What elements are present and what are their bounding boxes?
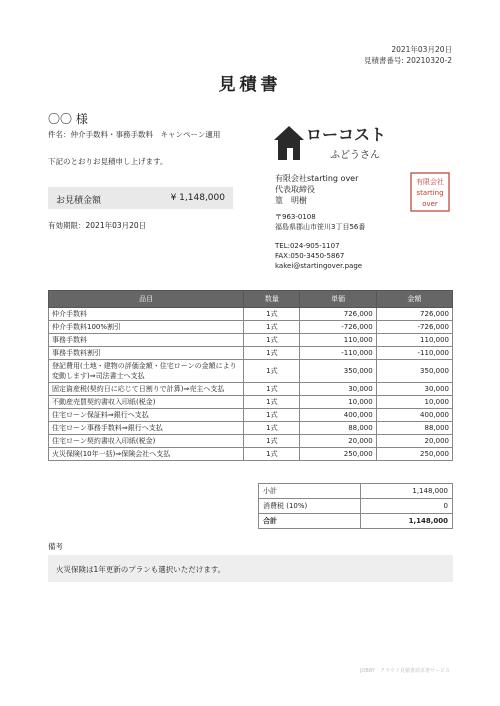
intro-text: 下記のとおりお見積申し上げます。 — [48, 157, 168, 166]
cell-qty: 1式 — [244, 334, 300, 347]
cell-unit: 10,000 — [300, 396, 376, 409]
cell-item: 固定資産税(契約日に応じて日割りで計算)⇒売主へ支払 — [49, 383, 244, 396]
tel: TEL:024-905-1107 — [275, 242, 340, 250]
estimate-amount-box — [48, 187, 233, 209]
table-row — [49, 409, 453, 422]
cell-qty: 1式 — [244, 435, 300, 448]
footer-brand: JOBBY クラウド見積書請求書サービス — [360, 668, 451, 674]
cell-item: 不動産売買契約書収入印紙(税金) — [49, 396, 244, 409]
cell-item: 火災保険(10年一括)⇒保険会社へ支払 — [49, 448, 244, 461]
total-label: 合計 — [259, 514, 361, 529]
cell-qty: 1式 — [244, 308, 300, 321]
address-line: 福島県郡山市笹川3丁目56番 — [275, 223, 366, 231]
cell-unit: 726,000 — [300, 308, 376, 321]
summary-table — [258, 483, 453, 529]
company-info — [275, 173, 358, 206]
table-row — [49, 334, 453, 347]
cell-item: 住宅ローン事務手数料⇒銀行へ支払 — [49, 422, 244, 435]
cell-qty: 1式 — [244, 321, 300, 334]
table-row — [49, 396, 453, 409]
page-title: 見積書 — [218, 75, 282, 95]
issue-date: 2021年03月20日 — [391, 45, 452, 54]
cell-amount: 726,000 — [376, 308, 452, 321]
cell-qty: 1式 — [244, 347, 300, 360]
tax-value: 0 — [360, 499, 452, 514]
col-qty: 数量 — [244, 291, 300, 308]
cell-amount: -726,000 — [376, 321, 452, 334]
table-row — [49, 308, 453, 321]
tax-label: 消費税 (10%) — [259, 499, 361, 514]
subtotal-label: 小計 — [259, 484, 361, 499]
table-row — [49, 360, 453, 383]
cell-qty: 1式 — [244, 383, 300, 396]
cell-qty: 1式 — [244, 360, 300, 383]
total-row — [259, 514, 453, 529]
table-header-row — [49, 291, 453, 308]
svg-text:有限会社: 有限会社 — [416, 178, 444, 186]
company-role: 代表取締役 — [275, 185, 315, 194]
svg-text:over: over — [422, 200, 438, 208]
table-row — [49, 448, 453, 461]
company-contact — [275, 241, 362, 271]
cell-unit: 88,000 — [300, 422, 376, 435]
cell-amount: 30,000 — [376, 383, 452, 396]
cell-item: 事務手数料 — [49, 334, 244, 347]
cell-amount: 400,000 — [376, 409, 452, 422]
company-logo — [272, 118, 402, 168]
cell-unit: 250,000 — [300, 448, 376, 461]
cell-amount: 20,000 — [376, 435, 452, 448]
table-row — [49, 347, 453, 360]
cell-qty: 1式 — [244, 448, 300, 461]
validity: 有効期限：2021年03月20日 — [48, 221, 147, 230]
cell-item: 住宅ローン契約書収入印紙(税金) — [49, 435, 244, 448]
cell-item: 事務手数料割引 — [49, 347, 244, 360]
notes-label: 備考 — [48, 542, 63, 551]
table-row — [49, 383, 453, 396]
cell-unit: -726,000 — [300, 321, 376, 334]
cell-qty: 1式 — [244, 409, 300, 422]
col-amount: 金額 — [376, 291, 452, 308]
company-address — [275, 212, 365, 232]
amount-value: ¥ 1,148,000 — [170, 193, 225, 203]
cell-unit: 350,000 — [300, 360, 376, 383]
cell-amount: 88,000 — [376, 422, 452, 435]
cell-item: 仲介手数料100%割引 — [49, 321, 244, 334]
cell-unit: 110,000 — [300, 334, 376, 347]
cell-qty: 1式 — [244, 422, 300, 435]
subject: 件名：仲介手数料・事務手数料 キャンペーン適用 — [48, 130, 221, 139]
items-table — [48, 290, 453, 461]
amount-label: お見積金額 — [56, 196, 102, 206]
cell-amount: 350,000 — [376, 360, 452, 383]
fax: FAX:050-3450-5867 — [275, 252, 345, 260]
logo-sub: ふどうさん — [330, 150, 380, 161]
cell-item: 住宅ローン保証料⇒銀行へ支払 — [49, 409, 244, 422]
subtotal-row — [259, 484, 453, 499]
notes-text: 火災保険は1年更新のプランも選択いただけます。 — [56, 565, 226, 574]
cell-unit: 30,000 — [300, 383, 376, 396]
cell-unit: 20,000 — [300, 435, 376, 448]
cell-amount: 10,000 — [376, 396, 452, 409]
cell-amount: -110,000 — [376, 347, 452, 360]
cell-item: 仲介手数料 — [49, 308, 244, 321]
email: kakei@startingover.page — [275, 262, 363, 270]
postal-code: 〒963-0108 — [275, 213, 316, 221]
table-row — [49, 422, 453, 435]
company-person: 篁 明樹 — [275, 196, 307, 205]
estimate-number: 見積書番号: 20210320-2 — [363, 56, 452, 65]
total-value: 1,148,000 — [360, 514, 452, 529]
company-name: 有限会社starting over — [275, 174, 359, 183]
cell-unit: 400,000 — [300, 409, 376, 422]
cell-unit: -110,000 — [300, 347, 376, 360]
table-row — [49, 321, 453, 334]
notes-box — [48, 555, 453, 582]
tax-row — [259, 499, 453, 514]
logo-text: ローコスト — [306, 125, 387, 144]
subtotal-value: 1,148,000 — [360, 484, 452, 499]
svg-text:starting: starting — [416, 189, 444, 197]
company-seal-stamp — [410, 172, 450, 212]
cell-item: 登記費用(土地・建物の評価金額・住宅ローンの金額により変動します)⇒司法書士へ支払 — [49, 360, 244, 383]
client-name: 〇〇 様 — [48, 112, 88, 126]
col-unit: 単価 — [300, 291, 376, 308]
table-row — [49, 435, 453, 448]
house-icon — [272, 118, 402, 168]
cell-amount: 250,000 — [376, 448, 452, 461]
cell-amount: 110,000 — [376, 334, 452, 347]
col-item: 品目 — [49, 291, 244, 308]
cell-qty: 1式 — [244, 396, 300, 409]
